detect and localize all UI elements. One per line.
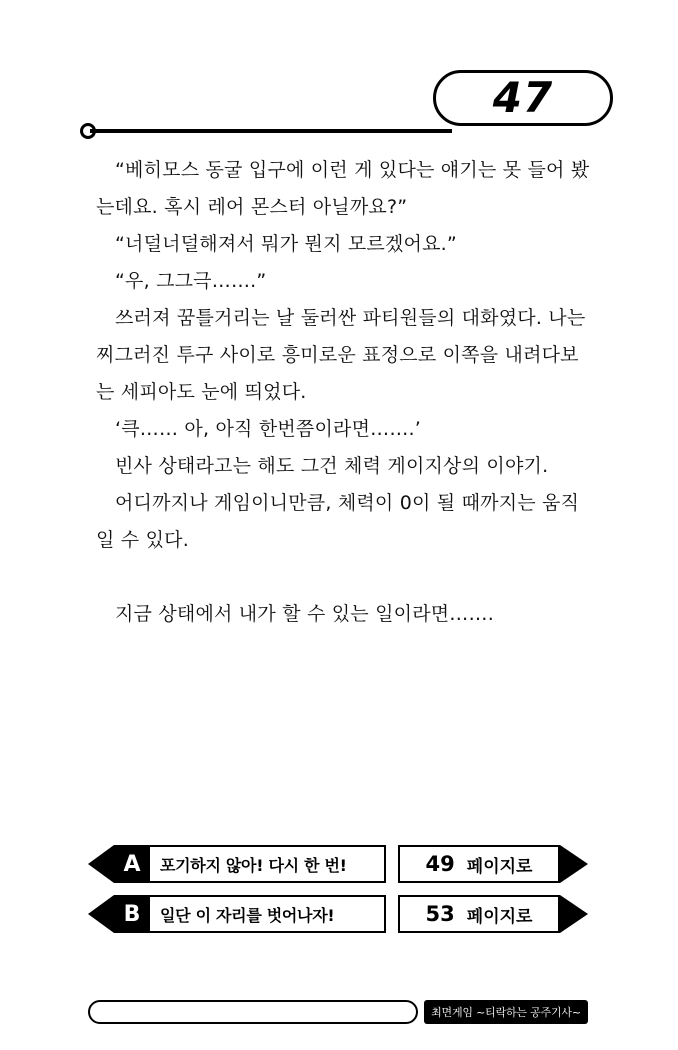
choice-label: 포기하지 않아! 다시 한 번! xyxy=(148,845,386,883)
arrow-left-icon xyxy=(88,845,114,883)
arrow-left-icon xyxy=(88,895,114,933)
paragraph: 어디까지나 게임이니만큼, 체력이 0이 될 때까지는 움직일 수 있다. xyxy=(96,492,580,551)
paragraph: “너덜너덜해져서 뭐가 뭔지 모르겠어요.” xyxy=(115,233,457,255)
page-number: 47 xyxy=(492,73,554,122)
footer-series-label: 최면게임 ~티락하는 공주기사~ xyxy=(424,1000,588,1024)
closing-paragraph: 지금 상태에서 내가 할 수 있는 일이라면……. xyxy=(115,603,494,625)
choice-goto[interactable] xyxy=(398,895,560,933)
choice-goto[interactable] xyxy=(398,845,560,883)
body-text xyxy=(96,152,592,633)
choice-option-b[interactable] xyxy=(88,895,588,933)
goto-page-number: 53 xyxy=(425,902,455,926)
paragraph: “베히모스 동굴 입구에 이런 게 있다는 얘기는 못 들어 봤는데요. 혹시 레어 몬스터 아닐까요?” xyxy=(96,159,590,218)
paragraph: ‘큭…… 아, 아직 한번쯤이라면…….’ xyxy=(115,418,422,440)
goto-page-label: 페이지로 xyxy=(466,906,533,927)
choice-letter: A xyxy=(114,845,148,883)
goto-page-label: 페이지로 xyxy=(466,856,533,877)
paragraph: 빈사 상태라고는 해도 그건 체력 게이지상의 이야기. xyxy=(115,455,549,477)
arrow-right-icon xyxy=(560,895,588,933)
choice-list xyxy=(88,845,588,945)
paragraph: 쓰러져 꿈틀거리는 날 둘러싼 파티원들의 대화였다. 나는 찌그러진 투구 사이로 흥미로운 표정으로 이쪽을 내려다보는 세피아도 눈에 띄었다. xyxy=(96,307,586,403)
choice-option-a[interactable] xyxy=(88,845,588,883)
page-number-badge xyxy=(433,70,613,126)
header-rule xyxy=(90,129,452,133)
paragraph-spacer xyxy=(96,559,592,596)
page-footer xyxy=(88,1000,588,1026)
paragraph: “우, 그그극…….” xyxy=(115,270,267,292)
footer-bar xyxy=(88,1000,418,1024)
goto-page-number: 49 xyxy=(425,852,455,876)
arrow-right-icon xyxy=(560,845,588,883)
choice-label: 일단 이 자리를 벗어나자! xyxy=(148,895,386,933)
page-header xyxy=(80,70,628,140)
choice-letter: B xyxy=(114,895,148,933)
